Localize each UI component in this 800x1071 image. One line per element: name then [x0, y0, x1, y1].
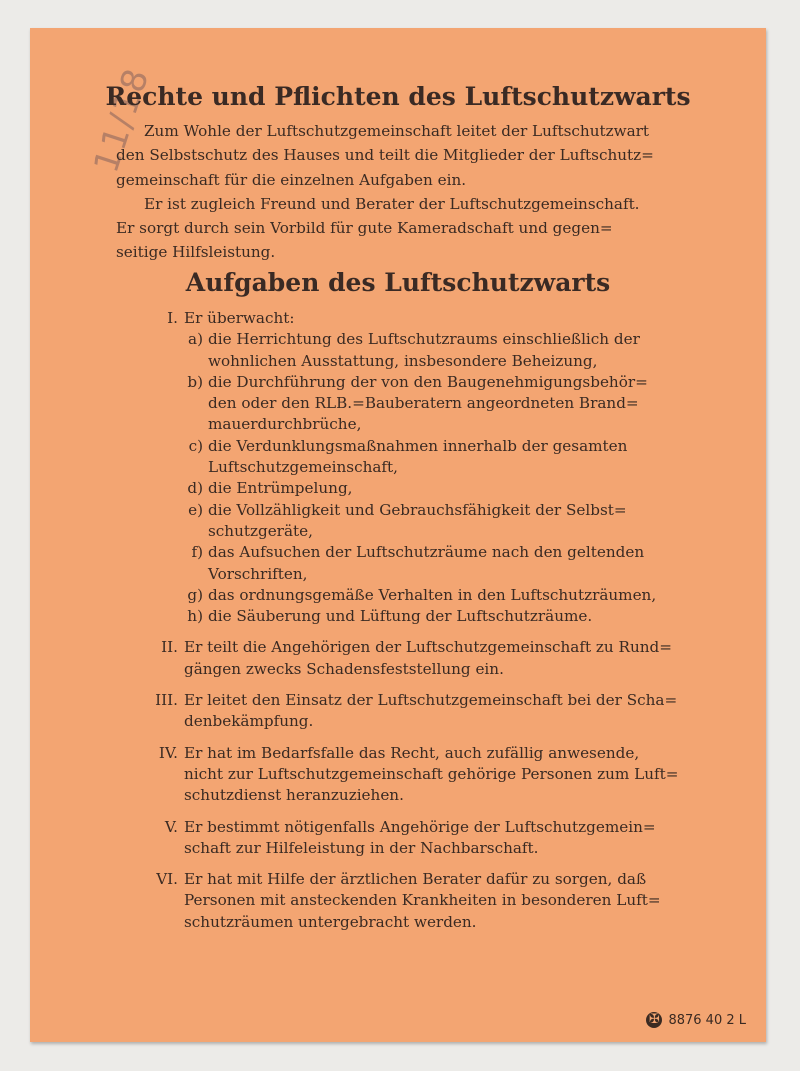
task-item: I. Er überwacht:	[167, 309, 295, 327]
task-text: Er leitet den Einsatz der Luftschutzgemeinschaft bei der Scha= denbekämpfung.	[184, 691, 678, 731]
cross-mark-icon: ✠	[646, 1012, 662, 1028]
spacer	[154, 733, 746, 743]
sub-item	[154, 329, 746, 372]
sub-item	[154, 372, 746, 436]
sub-item-letter: g)	[187, 585, 203, 604]
task-item	[154, 743, 746, 807]
sub-item-letter: d)	[187, 479, 203, 498]
intro-paragraph-1: Zum Wohle der Luftschutzgemeinschaft leitet der Luftschutzwart den Selbstschutz des Hauses und teilt die Mitglieder der Luftschutz= gemeinschaft für die einzelnen Aufgaben ein.	[116, 122, 654, 189]
sub-item-text: die Vollzähligkeit und Gebrauchsfähigkeit der Selbst= schutzgeräte,	[208, 500, 627, 540]
sub-item-text: die Entrümpelung,	[208, 479, 353, 498]
task-item	[154, 637, 746, 680]
task-text: Er bestimmt nötigenfalls Angehörige der Luftschutzgemein= schaft zur Hilfeleistung in der Nachbarschaft.	[184, 817, 656, 857]
spacer	[154, 680, 746, 690]
sub-item-letter: a)	[188, 330, 203, 349]
print-code-text: 8876 40 2 L	[668, 1012, 746, 1028]
page-title: Rechte und Pflichten des Luftschutzwarts	[105, 82, 691, 111]
print-code	[646, 1012, 746, 1028]
task-item	[154, 869, 746, 933]
spacer	[154, 627, 746, 637]
task-text: Er hat im Bedarfsfalle das Recht, auch zufällig anwesende, nicht zur Luftschutzgemeinschaft gehörige Personen zum Luft= schutzdienst heranzuziehen.	[184, 743, 679, 805]
sub-item	[154, 500, 746, 543]
task-number: II.	[161, 638, 178, 657]
task-item	[154, 817, 746, 860]
task-number: V.	[164, 817, 178, 836]
spacer	[154, 807, 746, 817]
task-text: Er hat mit Hilfe der ärztlichen Berater dafür zu sorgen, daß Personen mit ansteckenden Krankheiten in besonderen Luft= schutzräumen untergebracht werden.	[184, 870, 661, 931]
section-title: Aufgaben des Luftschutzwarts	[185, 268, 611, 297]
task-item	[154, 690, 746, 733]
sub-item-text: die Durchführung der von den Baugenehmigungsbehör= den oder den RLB.=Bauberatern angeordneten Brand= mauerdurchbrüche,	[208, 372, 648, 434]
sub-item	[154, 585, 746, 606]
sub-item-letter: f)	[191, 543, 203, 562]
sub-item-text: die Säuberung und Lüftung der Luftschutzräume.	[208, 607, 593, 626]
document-card	[30, 28, 766, 1042]
sub-item-text: die Verdunklungsmaßnahmen innerhalb der gesamten Luftschutzgemeinschaft,	[208, 436, 628, 477]
sub-item-letter: b)	[187, 372, 203, 391]
sub-item-letter: e)	[188, 500, 203, 519]
intro-paragraph-2: Er ist zugleich Freund und Berater der Luftschutzgemeinschaft. Er sorgt durch sein Vorbild für gute Kameradschaft und gegen= seitige Hilfsleistung.	[116, 194, 640, 262]
sub-item	[154, 606, 746, 627]
sub-item-letter: h)	[187, 607, 203, 626]
intro-text	[116, 119, 744, 265]
sub-item-text: das ordnungsgemäße Verhalten in den Luftschutzräumen,	[208, 585, 657, 604]
sub-item	[154, 436, 746, 479]
task-list	[154, 308, 746, 933]
sub-item-text: das Aufsuchen der Luftschutzräume nach den geltenden Vorschriften,	[208, 543, 645, 583]
task-text: Er teilt die Angehörigen der Luftschutzgemeinschaft zu Rund= gängen zwecks Schadensfeststellung ein.	[184, 638, 672, 678]
sub-item	[154, 478, 746, 499]
task-number: III.	[155, 691, 178, 710]
sub-item-text: die Herrichtung des Luftschutzraums einschließlich der wohnlichen Ausstattung, insbesondere Beheizung,	[208, 330, 640, 370]
task-number: IV.	[158, 743, 178, 762]
task-number: VI.	[156, 870, 178, 889]
task-list-rest	[154, 627, 746, 933]
sub-item-list	[154, 329, 746, 627]
sub-item-letter: c)	[188, 436, 203, 455]
pencil-note: 11/18	[86, 62, 158, 178]
sub-item	[154, 542, 746, 585]
spacer	[154, 859, 746, 869]
